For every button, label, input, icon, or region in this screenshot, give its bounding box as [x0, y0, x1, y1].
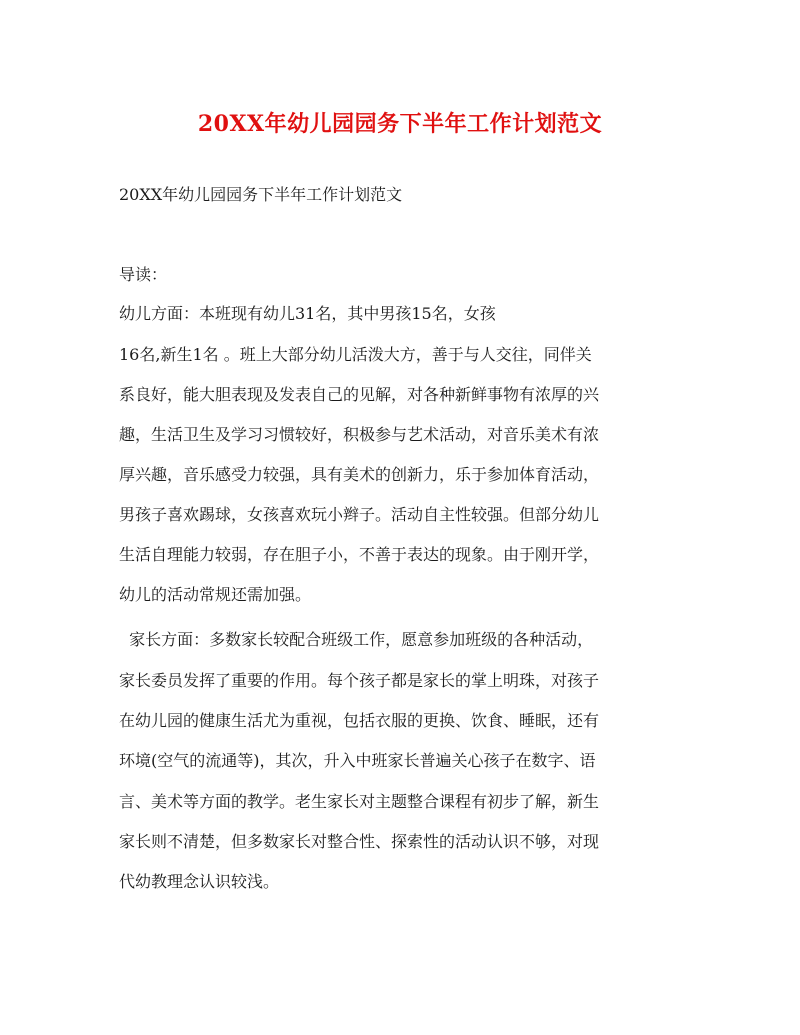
document-subtitle: 20XX年幼儿园园务下半年工作计划范文: [119, 185, 403, 204]
paragraph-line: 厚兴趣，音乐感受力较强，具有美术的创新力，乐于参加体育活动，: [119, 465, 600, 484]
paragraph-line: 家长方面：多数家长较配合班级工作，愿意参加班级的各种活动，: [119, 630, 594, 649]
paragraph-line: 言、美术等方面的教学。老生家长对主题整合课程有初步了解，新生: [119, 792, 600, 811]
paragraph-line: 男孩子喜欢踢球，女孩喜欢玩小辫子。活动自主性较强。但部分幼儿: [119, 505, 600, 524]
paragraph-line: 代幼教理念认识较浅。: [119, 872, 280, 891]
paragraph-line: 在幼儿园的健康生活尤为重视，包括衣服的更换、饮食、睡眠，还有: [119, 711, 600, 730]
lead-label: 导读：: [119, 265, 168, 284]
document-title: 20XX年幼儿园园务下半年工作计划范文: [197, 111, 603, 137]
paragraph-line: 趣，生活卫生及学习习惯较好，积极参与艺术活动，对音乐美术有浓: [119, 425, 600, 444]
paragraph-line: 幼儿方面：本班现有幼儿31名，其中男孩15名，女孩: [119, 304, 496, 323]
paragraph-line: 环境(空气的流通等)，其次，升入中班家长普遍关心孩子在数字、语: [119, 751, 596, 770]
paragraph-line: 系良好，能大胆表现及发表自己的见解，对各种新鲜事物有浓厚的兴: [119, 385, 600, 404]
paragraph-line: 生活自理能力较弱，存在胆子小，不善于表达的现象。由于刚开学，: [119, 545, 600, 564]
paragraph-line: 幼儿的活动常规还需加强。: [119, 585, 312, 604]
paragraph-line: 家长委员发挥了重要的作用。每个孩子都是家长的掌上明珠，对孩子: [119, 671, 600, 690]
paragraph-line: 16名,新生1名 。班上大部分幼儿活泼大方，善于与人交往，同伴关: [119, 345, 592, 364]
paragraph-line: 家长则不清楚，但多数家长对整合性、探索性的活动认识不够，对现: [119, 832, 600, 851]
